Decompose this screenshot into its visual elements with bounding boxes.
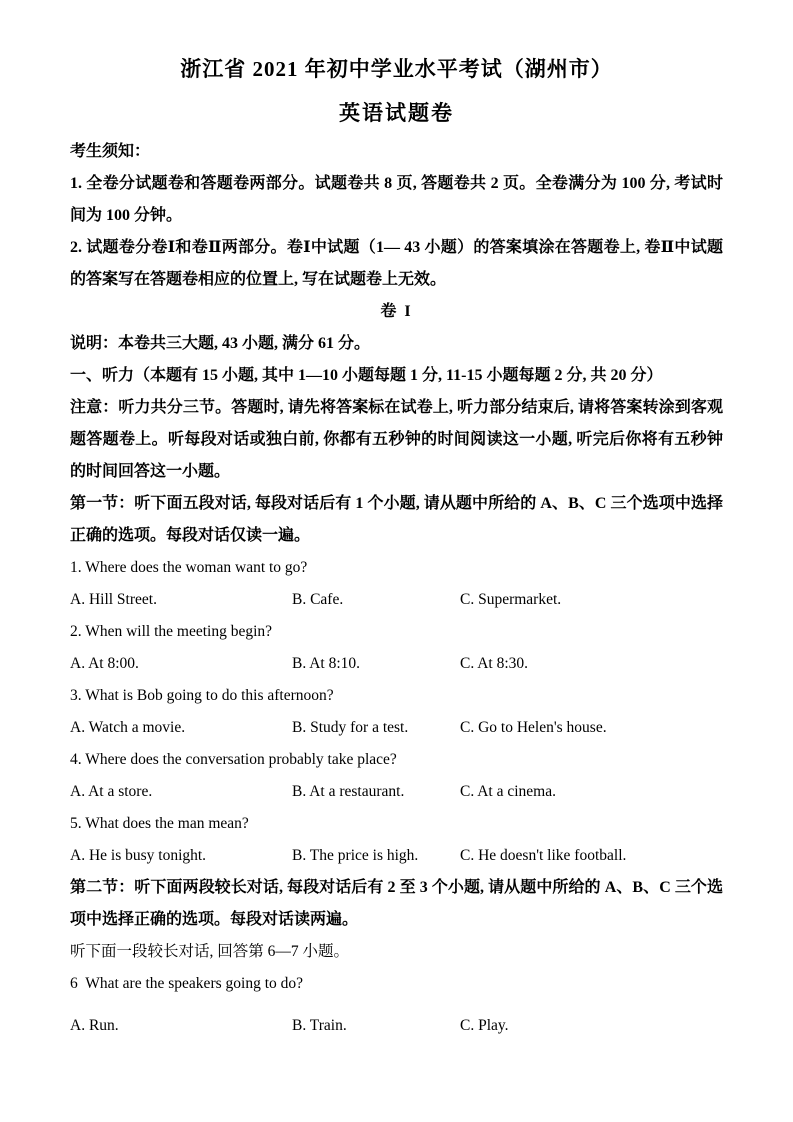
options-row xyxy=(70,648,723,680)
option-c: C. He doesn't like football. xyxy=(460,847,627,864)
option-b: B. Train. xyxy=(292,1017,347,1034)
question-text: 6 What are the speakers going to do? xyxy=(70,975,303,992)
section1-heading: 第一节：听下面五段对话, 每段对话后有 1 个小题, 请从题中所给的 A、B、C 三个选项中选择正确的选项。每段对话仅读一遍。 xyxy=(70,495,723,544)
options-row xyxy=(70,1010,723,1042)
notice-item-1: 1. 全卷分试题卷和答题卷两部分。试题卷共 8 页, 答题卷共 2 页。全卷满分为 100 分, 考试时间为 100 分钟。 xyxy=(70,175,723,224)
option-b: B. Cafe. xyxy=(292,591,344,608)
question-text: 5. What does the man mean? xyxy=(70,815,249,832)
dialogue-note: 听下面一段较长对话, 回答第 6—7 小题。 xyxy=(70,943,350,960)
question-text: 1. Where does the woman want to go? xyxy=(70,559,308,576)
option-a: A. Watch a movie. xyxy=(70,719,186,736)
volume-note: 说明：本卷共三大题, 43 小题, 满分 61 分。 xyxy=(70,335,371,352)
doc-title: 浙江省 2021 年初中学业水平考试（湖州市） xyxy=(180,57,613,81)
notice-item-2: 2. 试题卷分卷Ⅰ和卷Ⅱ两部分。卷Ⅰ中试题（1— 43 小题）的答案填涂在答题卷上, 卷Ⅱ中试题的答案写在答题卷相应的位置上, 写在试题卷上无效。 xyxy=(70,239,723,288)
option-b: B. Study for a test. xyxy=(292,719,409,736)
question-text: 3. What is Bob going to do this afternoon? xyxy=(70,687,334,704)
option-c: C. Supermarket. xyxy=(460,591,562,608)
notice-heading: 考生须知： xyxy=(70,143,151,160)
question-text: 2. When will the meeting begin? xyxy=(70,623,273,640)
question-5 xyxy=(70,808,723,872)
attention-note: 注意：听力共分三节。答题时, 请先将答案标在试卷上, 听力部分结束后, 请将答案转涂到客观题答题卷上。听每段对话或独白前, 你都有五秒钟的时间阅读这一小题, 听完后你将有五秒钟的时间回答这一小题。 xyxy=(70,399,723,480)
options-row xyxy=(70,776,723,808)
section2-heading: 第二节：听下面两段较长对话, 每段对话后有 2 至 3 个小题, 请从题中所给的 A、B、C 三个选项中选择正确的选项。每段对话读两遍。 xyxy=(70,879,723,928)
option-b: B. At 8:10. xyxy=(292,655,361,672)
question-text: 4. Where does the conversation probably take place? xyxy=(70,751,397,768)
option-a: A. At a store. xyxy=(70,783,153,800)
question-6 xyxy=(70,968,723,1042)
option-c: C. Play. xyxy=(460,1017,509,1034)
option-a: A. He is busy tonight. xyxy=(70,847,207,864)
option-b: B. At a restaurant. xyxy=(292,783,405,800)
question-1 xyxy=(70,552,723,616)
option-a: A. Hill Street. xyxy=(70,591,157,608)
volume-heading: 卷 I xyxy=(380,303,413,320)
question-4 xyxy=(70,744,723,808)
options-row xyxy=(70,584,723,616)
option-c: C. Go to Helen's house. xyxy=(460,719,607,736)
doc-subtitle: 英语试题卷 xyxy=(339,101,454,125)
option-a: A. At 8:00. xyxy=(70,655,139,672)
option-b: B. The price is high. xyxy=(292,847,419,864)
option-c: C. At a cinema. xyxy=(460,783,556,800)
option-c: C. At 8:30. xyxy=(460,655,529,672)
question-2 xyxy=(70,616,723,680)
part1-heading: 一、听力（本题有 15 小题, 其中 1—10 小题每题 1 分, 11-15 小题每题 2 分, 共 20 分） xyxy=(70,367,663,384)
options-row xyxy=(70,840,723,872)
options-row xyxy=(70,712,723,744)
question-3 xyxy=(70,680,723,744)
option-a: A. Run. xyxy=(70,1017,119,1034)
